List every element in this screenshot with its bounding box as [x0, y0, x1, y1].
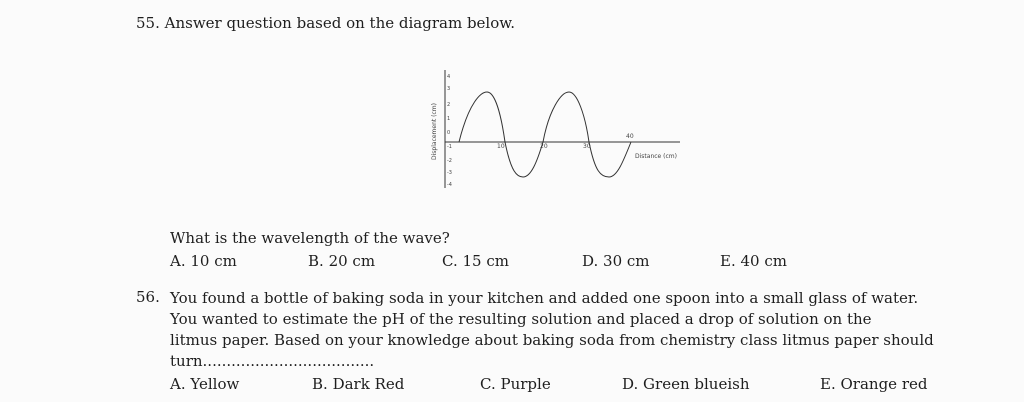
- y-tick-label: -3: [447, 170, 452, 176]
- question-55-prompt: Answer question based on the diagram below.: [164, 14, 516, 32]
- q56-line: litmus paper. Based on your knowledge about baking soda from chemistry class litmus paper should: [170, 331, 934, 349]
- q56-option-d[interactable]: [622, 375, 749, 393]
- y-tick-label: 0: [447, 130, 451, 136]
- y-tick-label: -2: [447, 158, 452, 164]
- q55-option-b[interactable]: [308, 252, 375, 270]
- q56-option-a[interactable]: [170, 375, 239, 393]
- q56-option-e[interactable]: [820, 375, 927, 393]
- y-tick-label: 3: [447, 86, 451, 92]
- q55-option-d[interactable]: [582, 252, 650, 270]
- option-text: Green blueish: [643, 375, 750, 393]
- x-tick-label: 10: [497, 143, 505, 150]
- option-letter: C.: [442, 252, 458, 270]
- option-text: Orange red: [840, 375, 928, 393]
- option-text: Yellow: [190, 375, 240, 393]
- q56-line: You found a bottle of baking soda in your kitchen and added one spoon into a small glass of water.: [170, 289, 919, 307]
- question-56-text: [170, 288, 970, 372]
- y-axis-ticks: [447, 74, 452, 188]
- q56-option-c[interactable]: [480, 375, 551, 393]
- y-tick-label: 1: [447, 116, 451, 122]
- option-text: 20 cm: [328, 252, 376, 270]
- option-text: Purple: [500, 375, 551, 393]
- q56-line: turn: [170, 352, 203, 370]
- sine-wave: [459, 92, 631, 177]
- option-letter: E.: [720, 252, 736, 270]
- q55-option-c[interactable]: [442, 252, 509, 270]
- option-letter: D.: [622, 375, 639, 393]
- option-letter: B.: [308, 252, 324, 270]
- option-text: 30 cm: [603, 252, 650, 270]
- answer-blank: ....................................: [202, 352, 375, 370]
- option-letter: A.: [170, 252, 186, 270]
- option-text: Dark Red: [332, 375, 405, 393]
- question-55-header: [136, 14, 515, 32]
- option-letter: E.: [820, 375, 836, 393]
- wave-diagram: [425, 62, 695, 197]
- y-axis-label: Displacement (cm): [431, 103, 438, 160]
- y-tick-label: 2: [447, 102, 451, 108]
- q55-option-a[interactable]: [170, 252, 237, 270]
- q55-option-e[interactable]: [720, 252, 787, 270]
- x-tick-label: 40: [626, 133, 634, 140]
- option-letter: D.: [582, 252, 599, 270]
- x-axis-label: Distance (cm): [635, 153, 677, 160]
- option-letter: A.: [170, 375, 186, 393]
- x-tick-label: 20: [540, 143, 548, 150]
- option-text: 40 cm: [740, 252, 787, 270]
- question-56-number: 56.: [136, 288, 160, 306]
- x-tick-label: 30: [583, 143, 591, 150]
- y-tick-label: 4: [447, 74, 451, 80]
- option-letter: B.: [312, 375, 328, 393]
- option-text: 10 cm: [190, 252, 237, 270]
- question-55-number: 55.: [136, 14, 160, 32]
- q56-option-b[interactable]: [312, 375, 404, 393]
- q56-last-line: [170, 351, 970, 372]
- option-letter: C.: [480, 375, 496, 393]
- q56-line: You wanted to estimate the pH of the resulting solution and placed a drop of solution on the: [170, 310, 872, 328]
- y-tick-label: -1: [447, 144, 452, 150]
- y-tick-label: -4: [447, 182, 452, 188]
- question-55-text: What is the wavelength of the wave?: [170, 229, 450, 247]
- option-text: 15 cm: [462, 252, 509, 270]
